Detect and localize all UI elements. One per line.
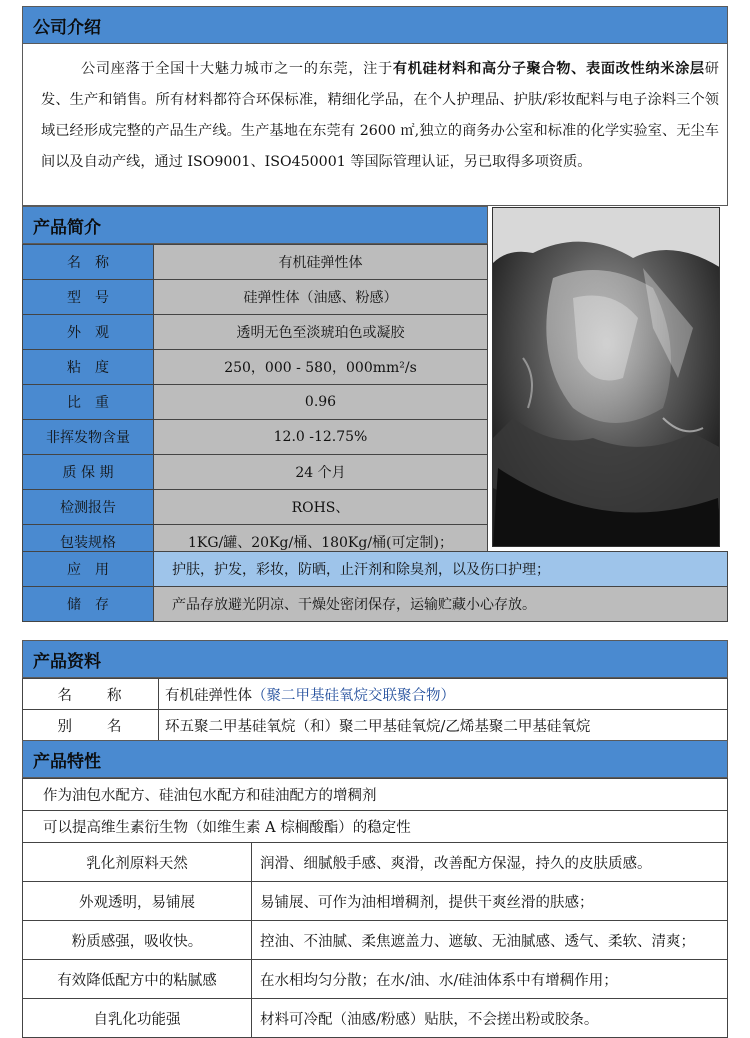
product-photo bbox=[492, 207, 720, 547]
table-row bbox=[23, 245, 488, 280]
spec-label: 型 号 bbox=[23, 280, 154, 315]
table-row bbox=[23, 779, 728, 811]
storage-value: 产品存放避光阴凉、干燥处密闭保存，运输贮藏小心存放。 bbox=[154, 587, 728, 622]
table-row bbox=[23, 843, 728, 882]
table-row bbox=[23, 587, 728, 622]
table-row bbox=[23, 315, 488, 350]
name-label: 名 称 bbox=[23, 679, 159, 710]
table-row bbox=[23, 710, 728, 741]
feature-value: 润滑、细腻般手感、爽滑，改善配方保湿，持久的皮肤质感。 bbox=[252, 843, 728, 882]
product-data-table bbox=[22, 678, 728, 741]
intro-text-bold: 有机硅材料和高分子聚合物、表面改性纳米涂层 bbox=[392, 61, 705, 77]
table-row bbox=[23, 679, 728, 710]
table-row bbox=[23, 882, 728, 921]
table-row bbox=[23, 552, 728, 587]
feature-text: 作为油包水配方、硅油包水配方和硅油配方的增稠剂 bbox=[23, 779, 728, 811]
product-data-title: 产品资料 bbox=[33, 651, 101, 672]
company-header bbox=[22, 6, 728, 44]
name-highlight: （聚二甲基硅氧烷交联聚合物） bbox=[252, 687, 455, 704]
alias-label: 别 名 bbox=[23, 710, 159, 741]
feature-label: 粉质感强，吸收快。 bbox=[23, 921, 252, 960]
feature-label: 有效降低配方中的粘腻感 bbox=[23, 960, 252, 999]
table-row bbox=[23, 420, 488, 455]
features-table bbox=[22, 778, 728, 1038]
spec-label: 包装规格 bbox=[23, 525, 154, 560]
product-intro-header bbox=[22, 206, 488, 244]
spec-label: 质 保 期 bbox=[23, 455, 154, 490]
feature-value: 在水相均匀分散；在水/油、水/硅油体系中有增稠作用； bbox=[252, 960, 728, 999]
table-row bbox=[23, 490, 488, 525]
spec-value: 0.96 bbox=[154, 385, 488, 420]
silicone-gel-image bbox=[493, 208, 720, 547]
table-row bbox=[23, 385, 488, 420]
features-header bbox=[22, 740, 728, 778]
application-value: 护肤，护发，彩妆，防晒，止汗剂和除臭剂，以及伤口护理； bbox=[154, 552, 728, 587]
spec-table bbox=[22, 244, 488, 560]
intro-text-2: 研发、生产和销售。所有材料都符合环保标准，精细化学品，在个人护理品、护肤/彩妆配料与电子涂料三个领域已经形成完整的产品生产线。生产基地在东莞有 2600 ㎡,独立的商务办公室和标准的化学实验室、无尘车间以及自动产线，通过 ISO9001、ISO450001 等国际管理认证，另已取得多项资质。 bbox=[41, 61, 719, 170]
spec-label: 粘 度 bbox=[23, 350, 154, 385]
feature-label: 外观透明，易铺展 bbox=[23, 882, 252, 921]
name-value-cell bbox=[159, 679, 728, 710]
spec-label: 非挥发物含量 bbox=[23, 420, 154, 455]
table-row bbox=[23, 455, 488, 490]
spec-value: 250，000 - 580，000mm²/s bbox=[154, 350, 488, 385]
feature-text: 可以提高维生素衍生物（如维生素 A 棕榈酸酯）的稳定性 bbox=[23, 811, 728, 843]
feature-value: 易铺展、可作为油相增稠剂，提供干爽丝滑的肤感； bbox=[252, 882, 728, 921]
spec-value: 12.0 -12.75% bbox=[154, 420, 488, 455]
features-title: 产品特性 bbox=[33, 751, 101, 772]
table-row bbox=[23, 811, 728, 843]
table-row bbox=[23, 350, 488, 385]
company-title: 公司介绍 bbox=[33, 17, 101, 38]
storage-label: 储 存 bbox=[23, 587, 154, 622]
spec-label: 检测报告 bbox=[23, 490, 154, 525]
table-row bbox=[23, 280, 488, 315]
product-intro-title: 产品简介 bbox=[33, 217, 101, 238]
spec-label: 外 观 bbox=[23, 315, 154, 350]
application-label: 应 用 bbox=[23, 552, 154, 587]
product-data-header bbox=[22, 640, 728, 678]
table-row bbox=[23, 921, 728, 960]
alias-value: 环五聚二甲基硅氧烷（和）聚二甲基硅氧烷/乙烯基聚二甲基硅氧烷 bbox=[159, 710, 728, 741]
spec-value: ROHS、 bbox=[154, 490, 488, 525]
feature-label: 乳化剂原料天然 bbox=[23, 843, 252, 882]
spec-label: 名 称 bbox=[23, 245, 154, 280]
spec-value: 1KG/罐、20Kg/桶、180Kg/桶(可定制)； bbox=[154, 525, 488, 560]
feature-value: 控油、不油腻、柔焦遮盖力、遮敏、无油腻感、透气、柔软、清爽； bbox=[252, 921, 728, 960]
spec-value: 24 个月 bbox=[154, 455, 488, 490]
intro-text-1: 公司座落于全国十大魅力城市之一的东莞，注于 bbox=[81, 61, 393, 77]
table-row bbox=[23, 960, 728, 999]
feature-label: 自乳化功能强 bbox=[23, 999, 252, 1038]
table-row bbox=[23, 999, 728, 1038]
feature-value: 材料可冷配（油感/粉感）贴肤，不会搓出粉或胶条。 bbox=[252, 999, 728, 1038]
spec-value: 透明无色至淡琥珀色或凝胶 bbox=[154, 315, 488, 350]
spec-value: 有机硅弹性体 bbox=[154, 245, 488, 280]
name-value: 有机硅弹性体 bbox=[165, 687, 252, 704]
spec-value: 硅弹性体（油感、粉感） bbox=[154, 280, 488, 315]
company-intro bbox=[22, 44, 728, 206]
spec-label: 比 重 bbox=[23, 385, 154, 420]
spec-extra-table bbox=[22, 551, 728, 622]
